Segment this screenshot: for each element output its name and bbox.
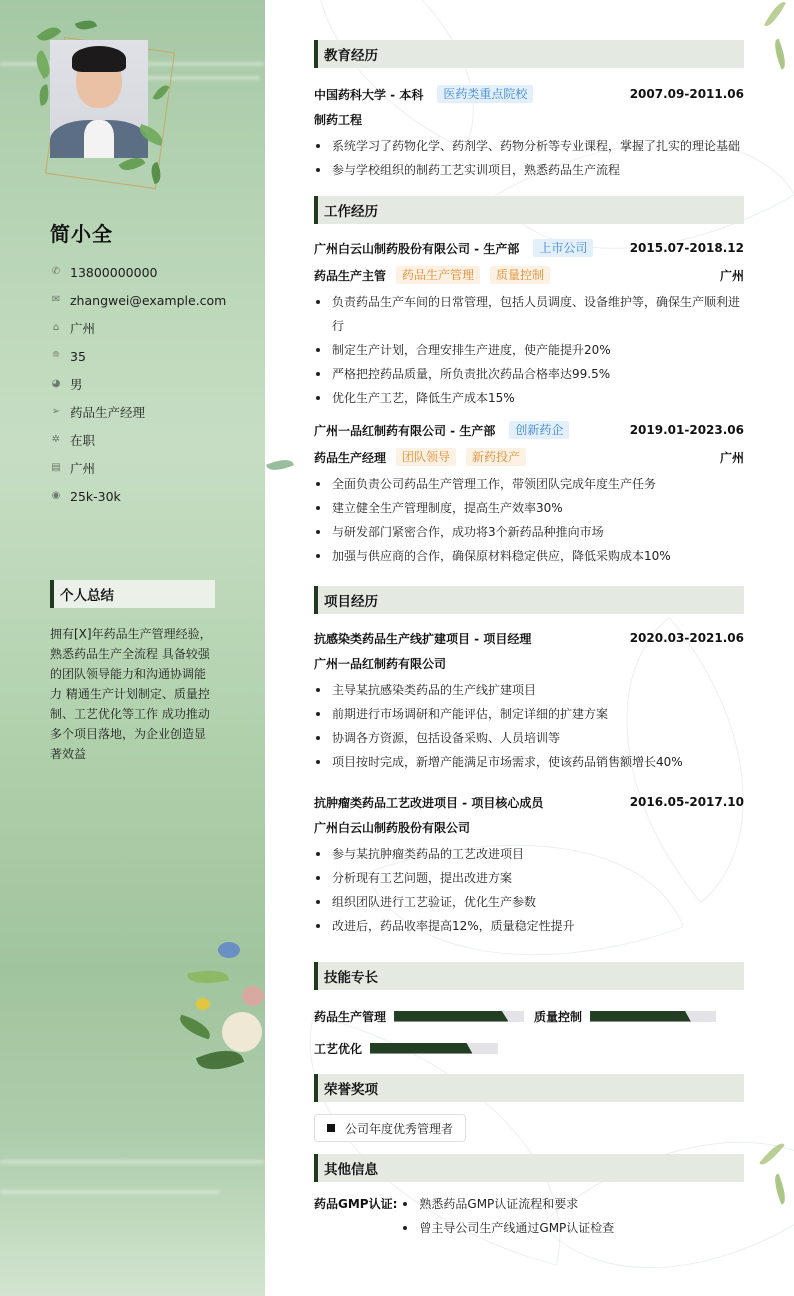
watercolor-streak: [0, 1160, 265, 1164]
mail-icon: ✉: [51, 294, 61, 305]
list-item: 参与某抗肿瘤类药品的工艺改进项目: [314, 842, 744, 866]
list-item: 分析现有工艺问题，提出改进方案: [314, 866, 744, 890]
skill-name: 工艺优化: [314, 1041, 363, 1056]
info-gender: [50, 370, 226, 398]
info-age: [50, 342, 226, 370]
company-name: 广州一品红制药有限公司 - 生产部: [314, 423, 496, 438]
watercolor-streak: [0, 1190, 220, 1194]
skill-tag: 药品生产管理: [396, 266, 480, 284]
list-item: 项目按时完成，新增产能满足市场需求，使该药品销售额增长40%: [314, 750, 744, 774]
award-badge: [314, 1114, 466, 1142]
summary-heading: 个人总结: [50, 580, 215, 608]
leaf-decoration: [75, 17, 97, 33]
avatar: [50, 40, 148, 158]
city-text: 广州: [70, 461, 96, 476]
sidebar: [0, 0, 265, 1296]
age-text: 35: [70, 348, 86, 364]
salary-text: 25k-30k: [70, 488, 121, 504]
list-item: 严格把控药品质量，所负责批次药品合格率达99.5%: [314, 362, 744, 386]
info-city: [50, 454, 226, 482]
info-salary: [50, 482, 226, 510]
skill-bar-fill: [590, 1011, 691, 1022]
resume-body: [314, 40, 744, 1240]
email-text: zhangwei@example.com: [70, 292, 227, 308]
list-item: 建立健全生产管理制度，提高生产效率30%: [314, 496, 744, 520]
project-name: 抗感染类药品生产线扩建项目 - 项目经理: [314, 631, 532, 646]
gender-icon: ◕: [51, 378, 61, 389]
job-city: 广州: [719, 450, 744, 465]
job-role-row: [314, 442, 744, 472]
main-content: [265, 0, 794, 1296]
project-row: [314, 790, 744, 814]
job-role-row: [314, 260, 744, 290]
award-text: 公司年度优秀管理者: [345, 1121, 454, 1136]
flower-decoration: [178, 930, 265, 1088]
skills-heading: 技能专长: [314, 962, 744, 990]
info-phone: [50, 258, 226, 286]
school-name: 中国药科大学 - 本科: [314, 87, 424, 102]
school-tag: 医药类重点院校: [437, 85, 533, 103]
list-item: 与研发部门紧密合作，成功将3个新药品种推向市场: [314, 520, 744, 544]
list-item: 系统学习了药物化学、药剂学、药物分析等专业课程，掌握了扎实的理论基础: [314, 134, 744, 158]
list-item: 加强与供应商的合作，确保原材料稳定供应，降低采购成本10%: [314, 544, 744, 568]
skill-tag: 新药投产: [466, 448, 526, 466]
project-name: 抗肿瘤类药品工艺改进项目 - 项目核心成员: [314, 795, 544, 810]
skill-bar: [394, 1011, 524, 1022]
info-position: [50, 398, 226, 426]
leaf-decoration: [771, 39, 789, 70]
status-icon: ✲: [51, 434, 61, 445]
home-icon: ⌂: [52, 322, 60, 333]
job-row: [314, 236, 744, 260]
list-item: 曾主导公司生产线通过GMP认证检查: [401, 1216, 614, 1240]
job-role: 药品生产主管: [314, 268, 387, 283]
list-item: 协调各方资源，包括设备采购、人员培训等: [314, 726, 744, 750]
gender-text: 男: [70, 377, 83, 392]
info-email: [50, 286, 226, 314]
job-row: [314, 418, 744, 442]
skill-name: 质量控制: [534, 1009, 583, 1024]
contact-info-list: [50, 258, 226, 510]
job-city: 广州: [719, 268, 744, 283]
other-bullets: [401, 1192, 614, 1240]
avatar-frame: [28, 18, 173, 198]
skill-item: [534, 1008, 716, 1025]
project-row: [314, 626, 744, 650]
skill-item: [314, 1040, 498, 1057]
list-item: 负责药品生产车间的日常管理，包括人员调度、设备维护等，确保生产顺利进行: [314, 290, 744, 338]
skill-bar-fill: [394, 1011, 508, 1022]
candidate-name: 简小全: [50, 222, 113, 246]
leaf-decoration: [764, 0, 786, 29]
info-home: [50, 314, 226, 342]
list-item: 前期进行市场调研和产能评估，制定详细的扩建方案: [314, 702, 744, 726]
skills-list: [314, 990, 744, 1064]
projects-heading: 项目经历: [314, 586, 744, 614]
phone-text: 13800000000: [70, 264, 158, 280]
job-date: 2019.01-2023.06: [629, 423, 744, 437]
age-icon: ≘: [51, 350, 61, 361]
list-item: 优化生产工艺，降低生产成本15%: [314, 386, 744, 410]
position-text: 药品生产经理: [70, 405, 146, 420]
education-row: [314, 82, 744, 106]
leaf-decoration: [266, 456, 294, 474]
list-item: 参与学校组织的制药工艺实训项目，熟悉药品生产流程: [314, 158, 744, 182]
skill-bar: [370, 1043, 498, 1054]
skill-bar: [590, 1011, 716, 1022]
job-bullets: [314, 290, 744, 410]
list-item: 改进后，药品收率提高12%，质量稳定性提升: [314, 914, 744, 938]
phone-icon: ✆: [51, 266, 61, 277]
list-item: 熟悉药品GMP认证流程和要求: [401, 1192, 614, 1216]
skill-bar-fill: [370, 1043, 472, 1054]
major: 制药工程: [314, 113, 363, 127]
project-bullets: [314, 678, 744, 774]
salary-icon: ◉: [51, 490, 61, 501]
job-bullets: [314, 472, 744, 568]
project-bullets: [314, 842, 744, 938]
city-icon: ▤: [51, 462, 61, 473]
job-role: 药品生产经理: [314, 450, 387, 465]
project-company: 广州白云山制药股份有限公司: [314, 821, 471, 835]
leaf-decoration: [37, 84, 50, 105]
work-heading: 工作经历: [314, 196, 744, 224]
awards-heading: 荣誉奖项: [314, 1074, 744, 1102]
skill-item: [314, 1008, 524, 1025]
education-bullets: [314, 134, 744, 182]
square-bullet-icon: [327, 1124, 335, 1132]
education-date: 2007.09-2011.06: [629, 87, 744, 101]
project-date: 2020.03-2021.06: [629, 631, 744, 645]
project-date: 2016.05-2017.10: [629, 795, 744, 809]
skill-tag: 质量控制: [490, 266, 550, 284]
home-text: 广州: [70, 321, 96, 336]
other-heading: 其他信息: [314, 1154, 744, 1182]
list-item: 全面负责公司药品生产管理工作，带领团队完成年度生产任务: [314, 472, 744, 496]
project-company: 广州一品红制药有限公司: [314, 657, 447, 671]
position-icon: ➢: [51, 406, 61, 417]
other-label: 药品GMP认证:: [314, 1197, 398, 1211]
skill-tag: 团队领导: [396, 448, 456, 466]
company-tag: 创新药企: [509, 421, 569, 439]
status-text: 在职: [70, 433, 96, 448]
job-date: 2015.07-2018.12: [629, 241, 744, 255]
list-item: 组织团队进行工艺验证，优化生产参数: [314, 890, 744, 914]
company-tag: 上市公司: [533, 239, 593, 257]
summary-text: 拥有[X]年药品生产管理经验，熟悉药品生产全流程 具备较强的团队领导能力和沟通协调能力 精通生产计划制定、质量控制、工艺优化等工作 成功推动多个项目落地，为企业创造显著效益: [50, 627, 212, 761]
list-item: 制定生产计划，合理安排生产进度，使产能提升20%: [314, 338, 744, 362]
skill-name: 药品生产管理: [314, 1009, 387, 1024]
list-item: 主导某抗感染类药品的生产线扩建项目: [314, 678, 744, 702]
education-heading: 教育经历: [314, 40, 744, 68]
company-name: 广州白云山制药股份有限公司 - 生产部: [314, 241, 520, 256]
other-info: [314, 1192, 744, 1240]
info-status: [50, 426, 226, 454]
